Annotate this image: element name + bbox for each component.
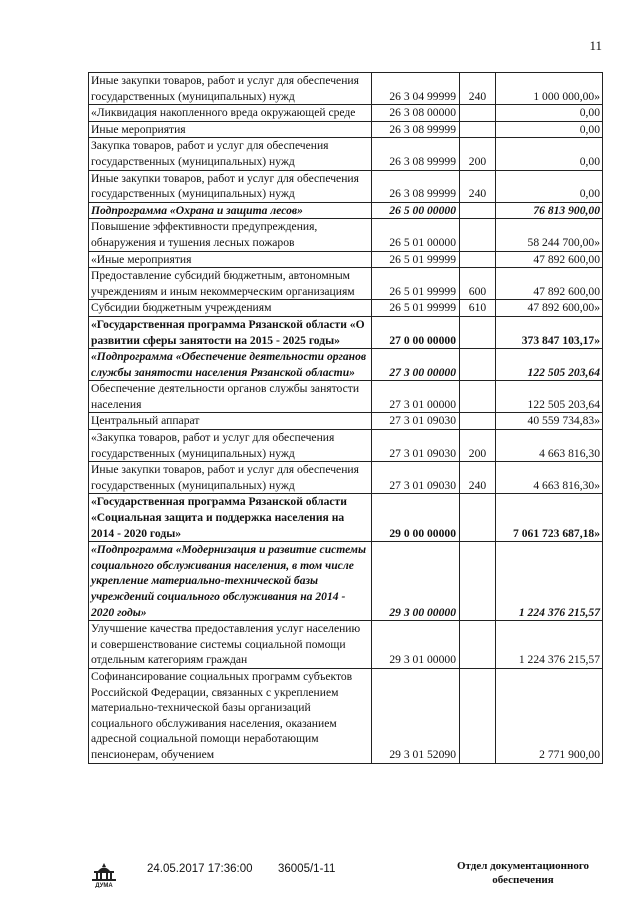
row-sum-cell: 1 224 376 215,57: [496, 542, 603, 621]
row-sum-cell: 0,00: [496, 121, 603, 138]
row-type-cell: [460, 668, 496, 763]
row-code-cell: 26 3 08 99999: [372, 121, 460, 138]
budget-table: [88, 72, 603, 764]
row-name-cell: Подпрограмма «Охрана и защита лесов»: [89, 202, 372, 219]
row-sum-cell: 1 000 000,00»: [496, 73, 603, 105]
row-type-cell: [460, 349, 496, 381]
logo-text: ДУМА: [95, 883, 113, 888]
table-row: [89, 202, 603, 219]
row-code-cell: 27 3 01 09030: [372, 430, 460, 462]
row-type-cell: 610: [460, 300, 496, 317]
row-sum-cell: 2 771 900,00: [496, 668, 603, 763]
row-name-cell: Иные закупки товаров, работ и услуг для обеспечения государственных (муниципальных) нужд: [89, 170, 372, 202]
row-name-cell: Иные мероприятия: [89, 121, 372, 138]
table-row: [89, 219, 603, 251]
table-row: [89, 138, 603, 170]
row-sum-cell: 0,00: [496, 105, 603, 122]
row-type-cell: 200: [460, 430, 496, 462]
row-type-cell: [460, 542, 496, 621]
row-code-cell: 27 0 00 00000: [372, 316, 460, 348]
row-sum-cell: 58 244 700,00»: [496, 219, 603, 251]
row-code-cell: 26 3 08 00000: [372, 105, 460, 122]
row-code-cell: 29 3 01 52090: [372, 668, 460, 763]
row-sum-cell: 47 892 600,00»: [496, 300, 603, 317]
row-code-cell: 26 3 08 99999: [372, 138, 460, 170]
footer-department: [448, 859, 598, 887]
row-name-cell: Иные закупки товаров, работ и услуг для обеспечения государственных (муниципальных) нужд: [89, 73, 372, 105]
row-sum-cell: 373 847 103,17»: [496, 316, 603, 348]
row-type-cell: [460, 494, 496, 542]
row-name-cell: Повышение эффективности предупреждения, обнаружения и тушения лесных пожаров: [89, 219, 372, 251]
table-row: [89, 268, 603, 300]
row-name-cell: «Государственная программа Рязанской области «О развитии сферы занятости на 2015 - 2025 годы»: [89, 316, 372, 348]
row-name-cell: Субсидии бюджетным учреждениям: [89, 300, 372, 317]
table-row: [89, 349, 603, 381]
row-type-cell: 240: [460, 462, 496, 494]
row-type-cell: [460, 316, 496, 348]
table-row: [89, 413, 603, 430]
row-code-cell: 26 3 08 99999: [372, 170, 460, 202]
table-row: [89, 668, 603, 763]
table-row: [89, 170, 603, 202]
row-name-cell: Улучшение качества предоставления услуг населению и совершенствование системы социальной помощи отдельным категориям граждан: [89, 621, 372, 669]
row-code-cell: 26 5 01 99999: [372, 251, 460, 268]
row-code-cell: 26 5 01 99999: [372, 268, 460, 300]
row-type-cell: [460, 413, 496, 430]
row-code-cell: 27 3 01 09030: [372, 413, 460, 430]
footer-doc-number: 36005/1-11: [278, 863, 336, 875]
row-code-cell: 29 0 00 00000: [372, 494, 460, 542]
row-code-cell: 26 5 00 00000: [372, 202, 460, 219]
row-type-cell: [460, 381, 496, 413]
table-row: [89, 316, 603, 348]
row-name-cell: «Подпрограмма «Обеспечение деятельности органов службы занятости населения Рязанской области»: [89, 349, 372, 381]
table-row: [89, 105, 603, 122]
row-name-cell: «Закупка товаров, работ и услуг для обеспечения государственных (муниципальных) нужд: [89, 430, 372, 462]
row-type-cell: [460, 105, 496, 122]
row-sum-cell: 0,00: [496, 138, 603, 170]
table-row: [89, 300, 603, 317]
row-type-cell: 240: [460, 170, 496, 202]
row-sum-cell: 40 559 734,83»: [496, 413, 603, 430]
row-sum-cell: 1 224 376 215,57: [496, 621, 603, 669]
row-name-cell: «Иные мероприятия: [89, 251, 372, 268]
table-row: [89, 73, 603, 105]
row-type-cell: [460, 219, 496, 251]
row-name-cell: «Подпрограмма «Модернизация и развитие системы социального обслуживания населения, в том числе укрепление материально-технической базы учреждений социального обслуживания на 2014 - 2020 годы»: [89, 542, 372, 621]
row-name-cell: Софинансирование социальных программ субъектов Российской Федерации, связанных с укреплением материально-технической базы организаций социального обслуживания населения, оказанием адресной социальной помощи неработающим пенсионерам, обучением: [89, 668, 372, 763]
row-name-cell: «Государственная программа Рязанской области «Социальная защита и поддержка населения на 2014 - 2020 годы»: [89, 494, 372, 542]
row-code-cell: 26 3 04 99999: [372, 73, 460, 105]
budget-table-body: [89, 73, 603, 764]
duma-building-icon: [90, 862, 118, 888]
row-sum-cell: 122 505 203,64: [496, 349, 603, 381]
row-name-cell: Закупка товаров, работ и услуг для обеспечения государственных (муниципальных) нужд: [89, 138, 372, 170]
row-name-cell: Предоставление субсидий бюджетным, автономным учреждениям и иным некоммерческим организациям: [89, 268, 372, 300]
row-type-cell: [460, 621, 496, 669]
row-type-cell: [460, 251, 496, 268]
page-number: 11: [589, 38, 602, 53]
table-row: [89, 621, 603, 669]
table-row: [89, 462, 603, 494]
row-name-cell: «Ликвидация накопленного вреда окружающей среде: [89, 105, 372, 122]
row-type-cell: [460, 202, 496, 219]
row-type-cell: [460, 121, 496, 138]
table-row: [89, 381, 603, 413]
row-sum-cell: 76 813 900,00: [496, 202, 603, 219]
row-sum-cell: 4 663 816,30»: [496, 462, 603, 494]
row-sum-cell: 0,00: [496, 170, 603, 202]
row-code-cell: 26 5 01 99999: [372, 300, 460, 317]
row-code-cell: 27 3 00 00000: [372, 349, 460, 381]
row-sum-cell: 4 663 816,30: [496, 430, 603, 462]
footer-dept-line1: Отдел документационного: [456, 860, 590, 872]
row-code-cell: 27 3 01 00000: [372, 381, 460, 413]
table-row: [89, 494, 603, 542]
table-row: [89, 430, 603, 462]
row-name-cell: Иные закупки товаров, работ и услуг для обеспечения государственных (муниципальных) нужд: [89, 462, 372, 494]
row-name-cell: Центральный аппарат: [89, 413, 372, 430]
row-code-cell: 29 3 00 00000: [372, 542, 460, 621]
row-type-cell: 200: [460, 138, 496, 170]
row-sum-cell: 47 892 600,00: [496, 268, 603, 300]
footer-dept-line2: обеспечения: [492, 874, 554, 886]
table-row: [89, 121, 603, 138]
footer-datetime: 24.05.2017 17:36:00: [147, 863, 253, 875]
row-sum-cell: 47 892 600,00: [496, 251, 603, 268]
row-name-cell: Обеспечение деятельности органов службы занятости населения: [89, 381, 372, 413]
row-code-cell: 26 5 01 00000: [372, 219, 460, 251]
row-code-cell: 29 3 01 00000: [372, 621, 460, 669]
row-code-cell: 27 3 01 09030: [372, 462, 460, 494]
row-sum-cell: 7 061 723 687,18»: [496, 494, 603, 542]
table-row: [89, 542, 603, 621]
row-type-cell: 240: [460, 73, 496, 105]
table-row: [89, 251, 603, 268]
row-type-cell: 600: [460, 268, 496, 300]
row-sum-cell: 122 505 203,64: [496, 381, 603, 413]
